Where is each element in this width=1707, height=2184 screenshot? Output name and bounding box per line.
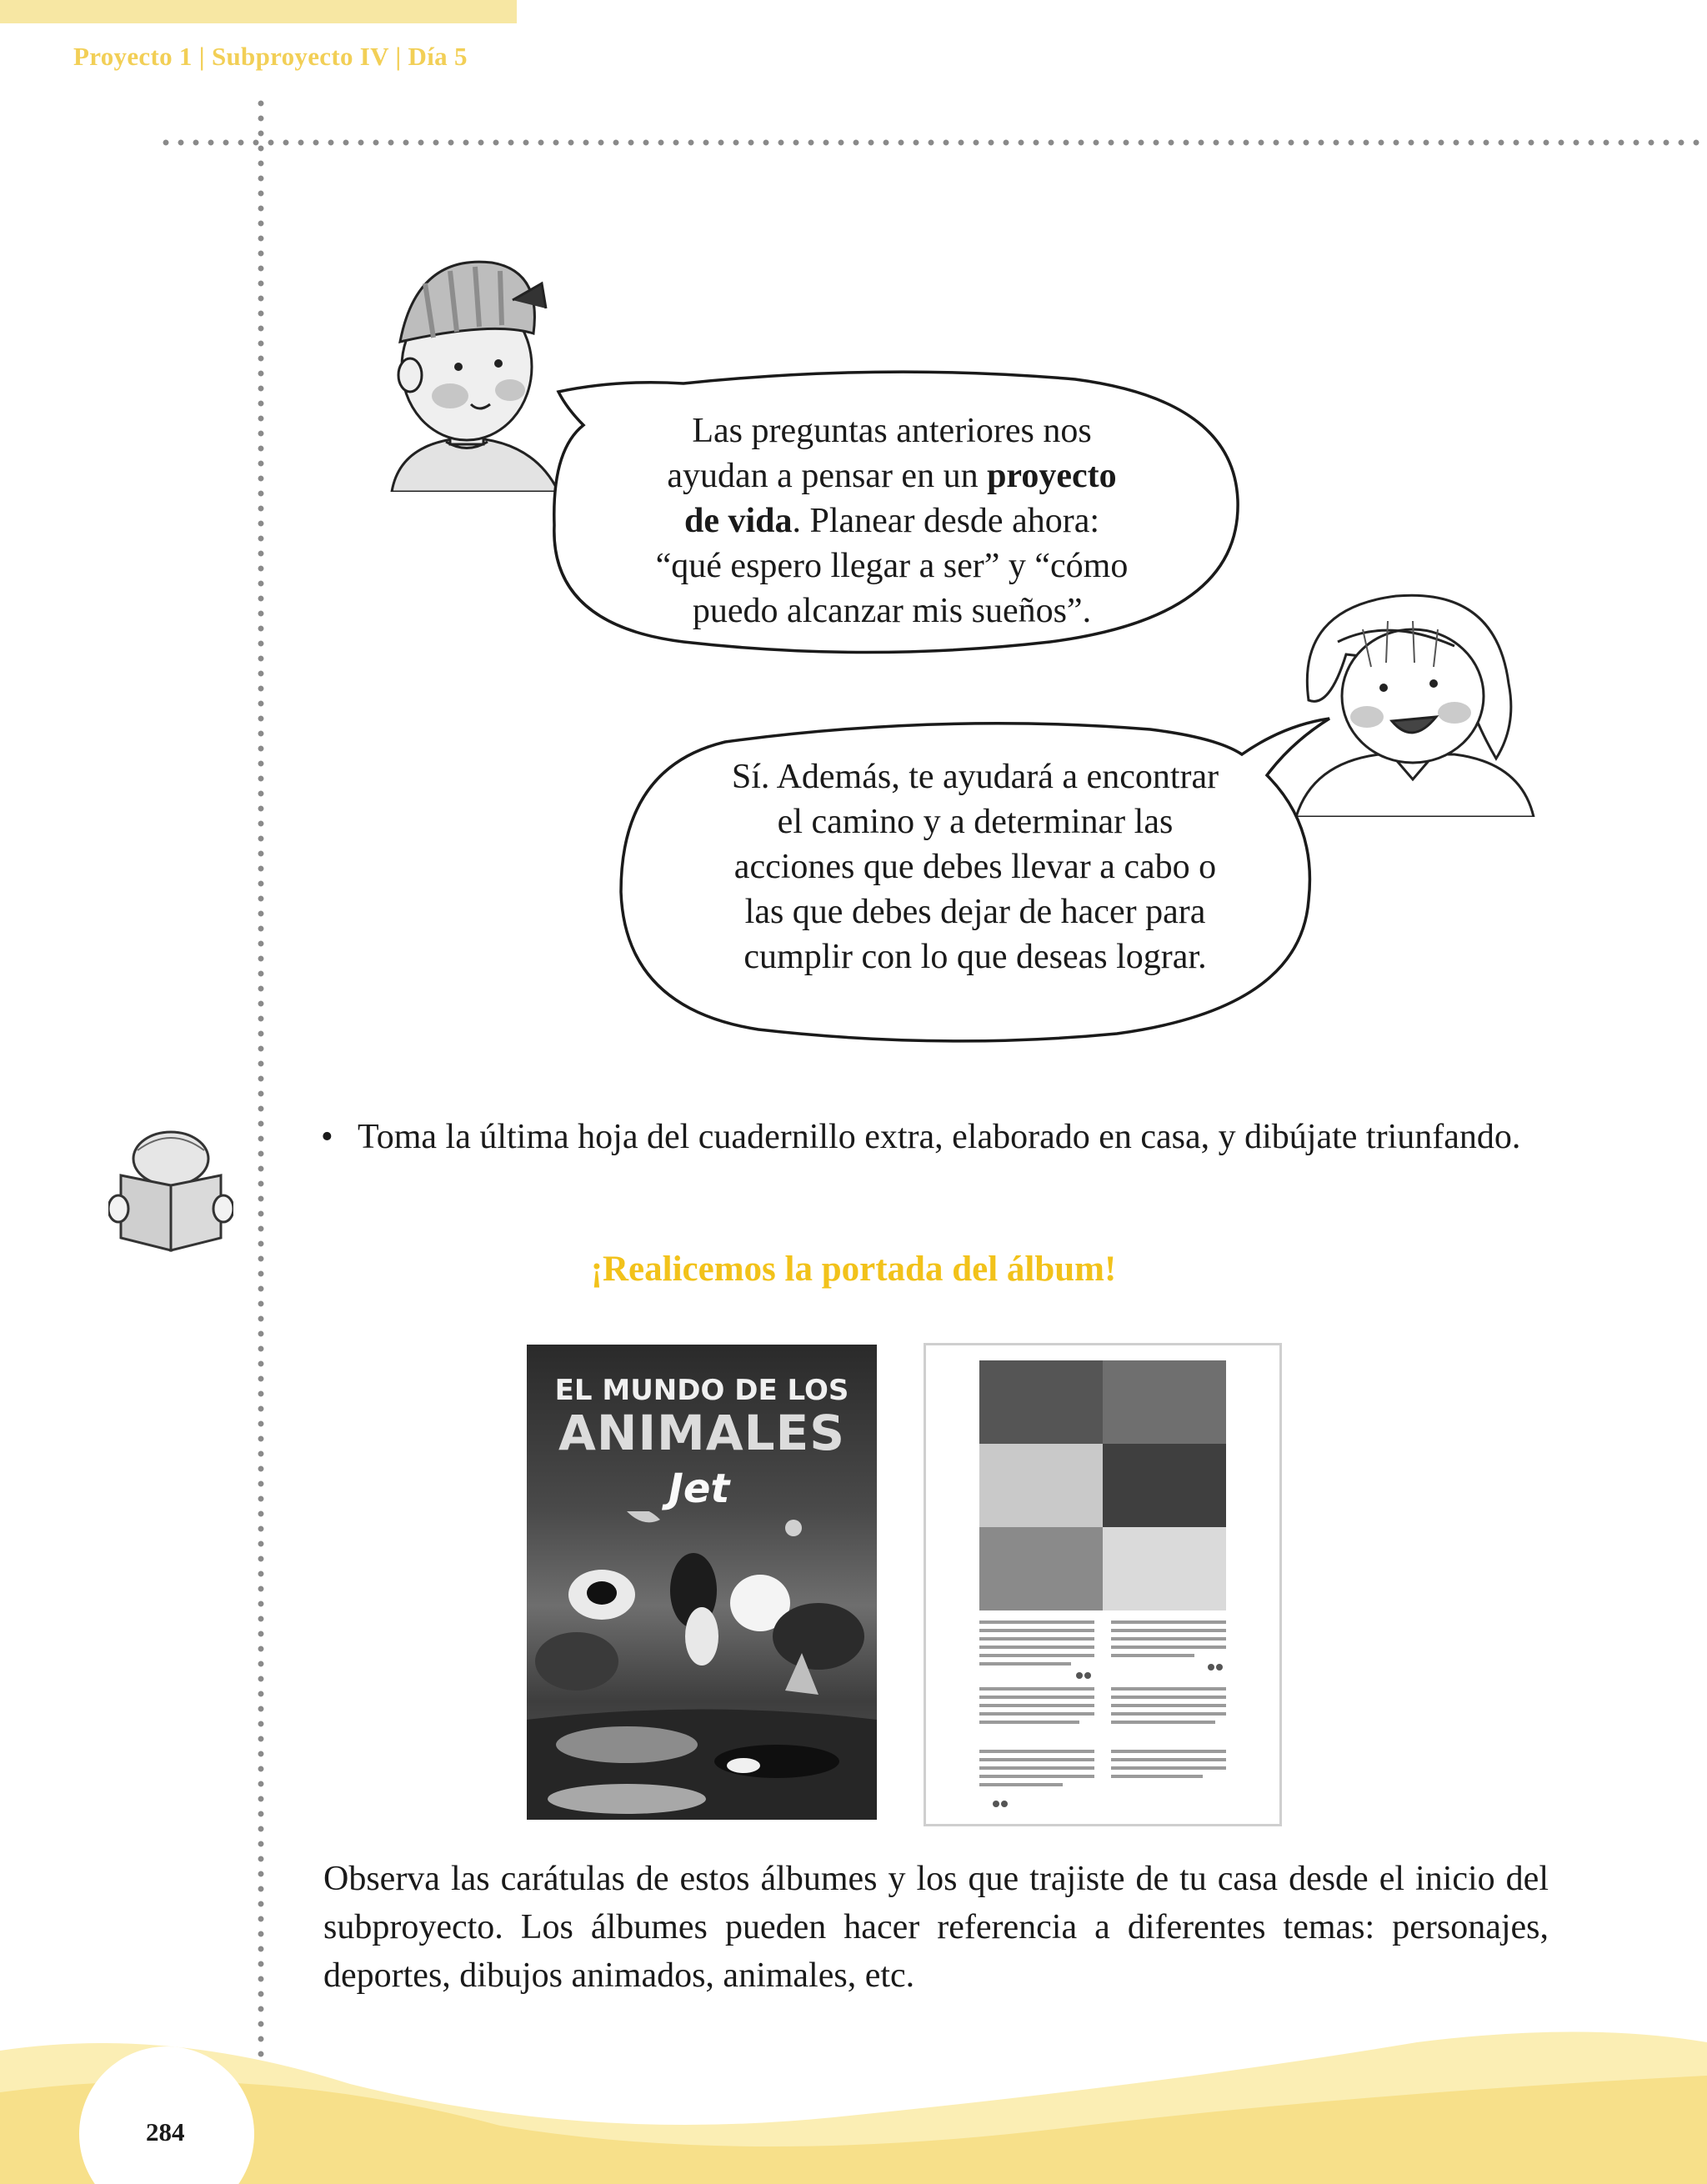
bubble-girl-line: el camino y a determinar las xyxy=(777,803,1174,841)
observation-paragraph: Observa las carátulas de estos álbumes y los que trajiste de tu casa desde el inicio del subproyecto. Los álbumes pueden hacer referencia a diferentes temas: personajes, deportes, dibujos animados, animales, etc. xyxy=(323,1860,1549,1995)
top-accent-band xyxy=(0,0,517,23)
page-number: 284 xyxy=(146,2117,185,2146)
section-heading: ¡Realicemos la portada del álbum! xyxy=(590,1250,1117,1289)
bubble-boy-line xyxy=(575,453,1209,498)
footer-wave-decoration xyxy=(0,2026,1707,2184)
bubble-girl-line: cumplir con lo que deseas lograr. xyxy=(743,938,1207,976)
bubble-boy-line: puedo alcanzar mis sueños”. xyxy=(692,592,1092,630)
album-title-line1: EL MUNDO DE LOS xyxy=(554,1374,849,1407)
animals-collage xyxy=(527,1511,877,1820)
bubble-boy-bold: de vida xyxy=(683,502,793,540)
album-brand-logo: Jet xyxy=(668,1465,730,1512)
bubble-girl-line: las que debes dejar de hacer para xyxy=(744,893,1206,931)
album-inner-page-image xyxy=(924,1343,1282,1826)
bubble-boy-text-span: . Planear desde ahora: xyxy=(792,502,1100,540)
reading-child-icon xyxy=(108,1125,233,1259)
horizontal-dotted-rule xyxy=(158,139,1707,146)
album-sticker-grid xyxy=(979,1360,1226,1610)
bubble-boy-line: “qué espero llegar a ser” y “cómo xyxy=(655,547,1129,585)
running-header: Proyecto 1 | Subproyecto IV | Día 5 xyxy=(73,42,468,71)
bubble-boy-text xyxy=(575,408,1209,634)
vertical-dotted-rule xyxy=(258,96,264,2096)
bubble-boy-line: Las preguntas anteriores nos xyxy=(692,412,1092,450)
bullet-marker: • xyxy=(321,1118,333,1156)
bubble-girl-line: Sí. Además, te ayudará a encontrar xyxy=(731,758,1219,796)
bullet-text: Toma la última hoja del cuadernillo extra, elaborado en casa, y dibújate triunfando. xyxy=(358,1118,1521,1156)
bubble-girl-text xyxy=(667,754,1284,979)
bubble-boy-line xyxy=(575,498,1209,543)
album-page-text-blocks xyxy=(979,1620,1226,1812)
album-title-line2: ANIMALES xyxy=(558,1405,845,1461)
bubble-girl-line: acciones que debes llevar a cabo o xyxy=(733,848,1217,886)
instruction-bullet xyxy=(321,1113,1548,1161)
bubble-boy-text-span: ayudan a pensar en un xyxy=(667,457,988,495)
album-cover-image xyxy=(527,1345,877,1820)
bubble-boy-bold: proyecto xyxy=(987,457,1117,495)
